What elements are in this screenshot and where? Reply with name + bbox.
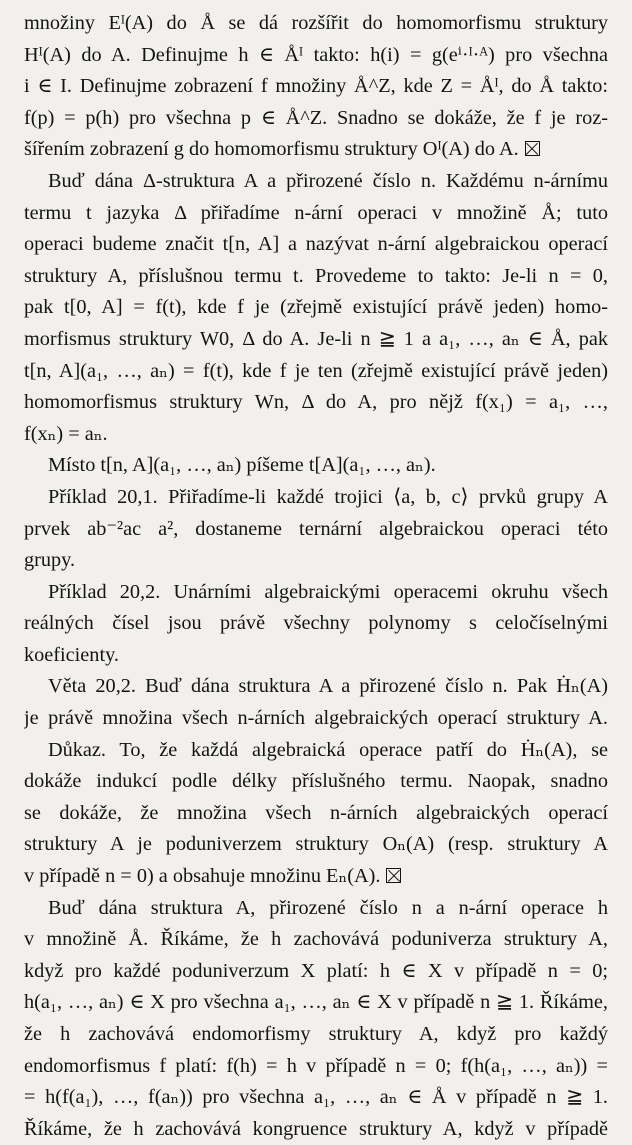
text-line: prvek ab⁻²ac a², dostaneme ternární algebraickou operaci této: [24, 517, 608, 540]
paragraph-start-line: Místo t[n, A](a₁, …, aₙ) píšeme t[A](a₁, …, aₙ).: [48, 454, 436, 477]
proof-start-line: Důkaz. To, že každá algebraická operace patří do Ḣₙ(A), se: [48, 738, 608, 761]
text-line: v množině Å. Říkáme, že h zachovává poduniverza struktury A,: [24, 928, 608, 951]
text-line: koeficienty.: [24, 643, 119, 666]
text-line-with-qed: [24, 861, 608, 893]
text-line: endomorfismus f platí: f(h) = h v případě n = 0; f(h(a₁, …, aₙ)) =: [24, 1054, 608, 1077]
example-20-1-line: Příklad 20,1. Přiřadíme-li každé trojici ⟨a, b, c⟩ prvků grupy A: [48, 485, 608, 508]
text-line: Hᴵ(A) do A. Definujme h ∈ Åᴵ takto: h(i) = g(eⁱ·ᴵ·ᴬ) pro všechna: [24, 43, 608, 66]
text-line: pak t[0, A] = f(t), kde f je (zřejmě existující právě jeden) homo-: [24, 296, 608, 319]
text-line: termu t jazyka Δ přiřadíme n-ární operaci v množině Å; tuto: [24, 201, 608, 224]
text-line: v případě n = 0) a obsahuje množinu Eₙ(A).: [24, 865, 381, 888]
theorem-20-2-line: Věta 20,2. Buď dána struktura A a přirozené číslo n. Pak Ḣₙ(A): [48, 675, 608, 698]
text-line: množiny Eᴵ(A) do Å se dá rozšířit do homomorfismu struktury: [24, 12, 608, 34]
text-line: morfismus struktury W0, Δ do A. Je-li n ≧ 1 a a₁, …, aₙ ∈ Å, pak: [24, 327, 608, 350]
text-line: když pro každé poduniverzum X platí: h ∈ X v případě n = 0;: [24, 959, 608, 982]
text-line: že h zachovává endomorfismy struktury A, když pro každý: [24, 1023, 608, 1045]
text-line: struktury A, příslušnou termu t. Provedeme to takto: Je-li n = 0,: [24, 264, 608, 287]
text-line: reálných čísel jsou právě všechny polynomy s celočíselnými: [24, 612, 608, 635]
qed-box-icon: [525, 141, 540, 156]
qed-box-icon: [386, 868, 401, 883]
text-line: grupy.: [24, 549, 76, 572]
example-20-2-line: Příklad 20,2. Unárními algebraickými operacemi okruhu všech: [48, 580, 608, 603]
text-line: šířením zobrazení g do homomorfismu struktury Oᴵ(A) do A.: [24, 138, 519, 161]
text-line: f(xₙ) = aₙ.: [24, 422, 108, 445]
text-line: homomorfismus struktury Wn, Δ do A, pro nějž f(x₁) = a₁, …,: [24, 391, 608, 414]
paragraph-start-line: Buď dána struktura A, přirozené číslo n a n-ární operace h: [48, 896, 608, 919]
paragraph-start-line: Buď dána Δ-struktura A a přirozené číslo n. Každému n-árnímu: [48, 169, 608, 192]
text-line: operaci budeme značit t[n, A] a nazývat n-ární algebraickou operací: [24, 233, 608, 256]
text-line: h(a₁, …, aₙ) ∈ X pro všechna a₁, …, aₙ ∈ X v případě n ≧ 1. Říkáme,: [24, 991, 608, 1014]
text-line: dokáže indukcí podle délky příslušného termu. Naopak, snadno: [24, 770, 608, 793]
text-line-with-qed: [24, 134, 608, 166]
text-line: t[n, A](a₁, …, aₙ) = f(t), kde f je ten (zřejmě existující právě jeden): [24, 359, 608, 382]
text-line: f(p) = p(h) pro všechna p ∈ Å^Z. Snadno se dokáže, že f je roz-: [24, 106, 608, 129]
text-line: = h(f(a₁), …, f(aₙ)) pro všechna a₁, …, aₙ ∈ Å v případě n ≧ 1.: [24, 1086, 608, 1109]
text-line: Říkáme, že h zachovává kongruence struktury A, když v případě: [24, 1117, 608, 1140]
text-line: struktury A je poduniverzem struktury Oₙ(A) (resp. struktury A: [24, 833, 608, 856]
text-line: je právě množina všech n-árních algebraických operací struktury A.: [24, 707, 608, 730]
text-line: i ∈ I. Definujme zobrazení f množiny Å^Z, kde Z = Åᴵ, do Å takto:: [24, 75, 608, 98]
text-line: se dokáže, že množina všech n-árních algebraických operací: [24, 801, 608, 824]
